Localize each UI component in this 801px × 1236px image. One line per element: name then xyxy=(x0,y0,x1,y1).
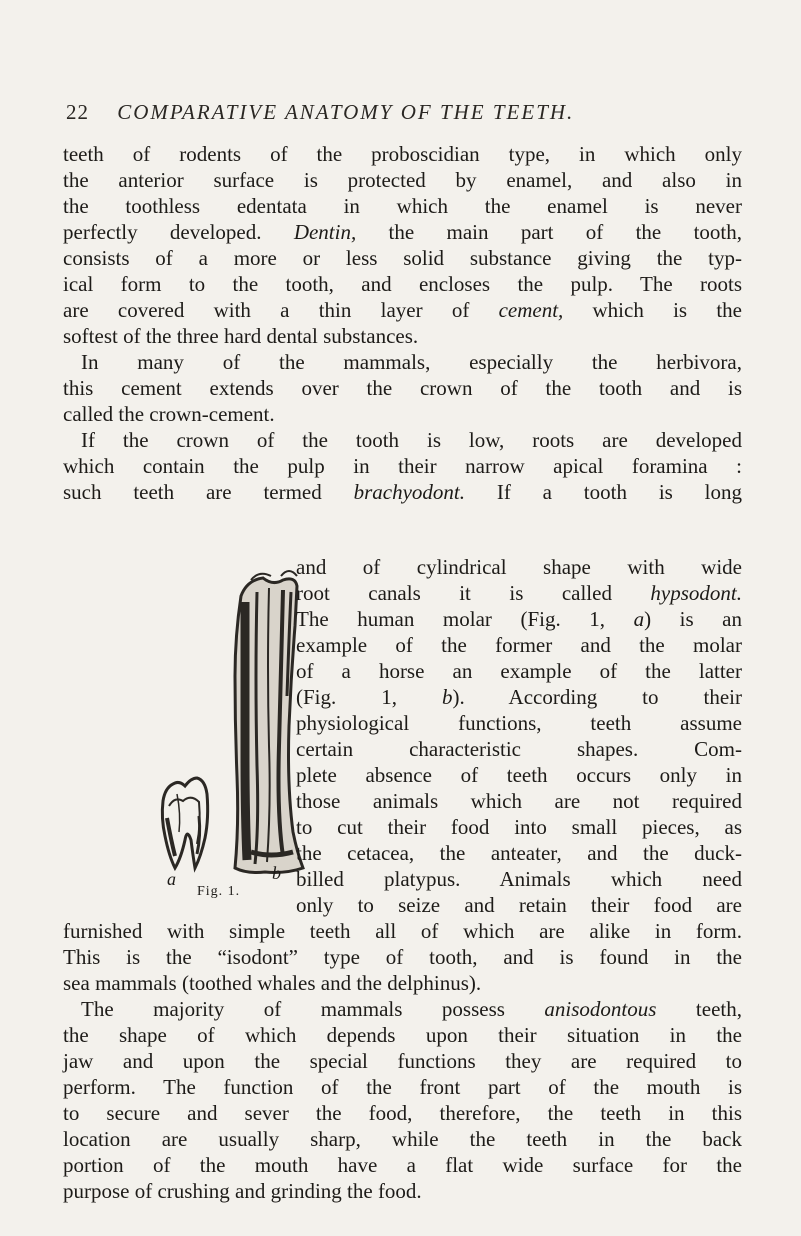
text-line: jaw and upon the special functions they are required to xyxy=(63,1049,742,1073)
text-line xyxy=(63,219,742,245)
page-number: 22 xyxy=(66,100,89,124)
text-line: portion of the mouth have a flat wide surface for the xyxy=(63,1153,742,1177)
text-span: ) is an xyxy=(644,607,742,631)
text-span: root canals it is called xyxy=(296,581,651,605)
term-cement: cement, xyxy=(498,298,564,322)
text-line: the anterior surface is protected by enamel, and also in xyxy=(63,168,742,192)
text-line: ical form to the tooth, and encloses the pulp. The roots xyxy=(63,272,742,296)
text-line: furnished with simple teeth all of which are alike in form. xyxy=(63,919,742,943)
ref-b: b xyxy=(441,685,453,709)
running-title: COMPARATIVE ANATOMY OF THE TEETH. xyxy=(117,100,575,124)
text-line xyxy=(296,606,742,632)
figure-caption: Fig. 1. xyxy=(197,884,241,899)
text-line: teeth of rodents of the proboscidian type, in which only xyxy=(63,142,742,166)
text-line: consists of a more or less solid substance giving the typ- xyxy=(63,246,742,270)
term-brachyodont: brachyodont. xyxy=(353,480,465,504)
tooth-drawings xyxy=(162,571,303,873)
text-span: The human molar (Fig. 1, xyxy=(296,607,634,631)
text-line: to secure and sever the food, therefore, the teeth in this xyxy=(63,1101,742,1125)
text-line: the toothless edentata in which the enamel is never xyxy=(63,194,742,218)
term-anisodontous: anisodontous xyxy=(544,997,657,1021)
text-line: those animals which are not required xyxy=(296,789,742,813)
text-line: purpose of crushing and grinding the food. xyxy=(63,1179,422,1203)
top-paragraph xyxy=(63,141,742,505)
text-line xyxy=(63,479,742,505)
text-span: teeth, xyxy=(656,997,742,1021)
text-line: This is the “isodont” type of tooth, and is found in the xyxy=(63,945,742,969)
text-line xyxy=(296,580,742,606)
text-line: called the crown-cement. xyxy=(63,402,275,426)
text-line: perform. The function of the front part of the mouth is xyxy=(63,1075,742,1099)
text-line: the cetacea, the anteater, and the duck- xyxy=(296,841,742,865)
text-span: The majority of mammals possess xyxy=(81,997,545,1021)
human-molar-drawing xyxy=(162,778,207,868)
horse-molar-drawing xyxy=(235,571,303,873)
ref-a: a xyxy=(633,607,645,631)
text-line: certain characteristic shapes. Com- xyxy=(296,737,742,761)
text-line: this cement extends over the crown of the tooth and is xyxy=(63,376,742,400)
figure-label-b: b xyxy=(272,863,281,883)
text-line: the shape of which depends upon their situation in the xyxy=(63,1023,742,1047)
text-span: are covered with a thin layer of xyxy=(63,298,499,322)
text-line: softest of the three hard dental substances. xyxy=(63,324,419,348)
wrapped-text-column xyxy=(296,554,742,918)
text-line: which contain the pulp in their narrow apical foramina : xyxy=(63,454,742,478)
text-span: If a tooth is long xyxy=(465,480,742,504)
figure-label-a: a xyxy=(167,869,176,889)
running-header xyxy=(66,100,574,125)
text-line xyxy=(63,297,742,323)
text-line: If the crown of the tooth is low, roots are developed xyxy=(81,428,742,452)
text-line xyxy=(296,684,742,710)
text-span: which is the xyxy=(563,298,742,322)
text-span: ). According to their xyxy=(452,685,742,709)
term-hypsodont: hypsodont. xyxy=(650,581,742,605)
text-line: and of cylindrical shape with wide xyxy=(296,555,742,579)
text-line: physiological functions, teeth assume xyxy=(296,711,742,735)
text-line: to cut their food into small pieces, as xyxy=(296,815,742,839)
text-line: only to seize and retain their food are xyxy=(296,893,742,917)
lower-paragraphs xyxy=(63,918,742,1204)
text-line xyxy=(63,996,742,1022)
text-span: the main part of the tooth, xyxy=(356,220,742,244)
text-line: In many of the mammals, especially the herbivora, xyxy=(81,350,742,374)
text-line: location are usually sharp, while the teeth in the back xyxy=(63,1127,742,1151)
text-line: billed platypus. Animals which need xyxy=(296,867,742,891)
text-span: such teeth are termed xyxy=(63,480,354,504)
term-dentin: Dentin, xyxy=(293,220,357,244)
text-span: (Fig. 1, xyxy=(296,685,442,709)
text-span: perfectly developed. xyxy=(63,220,294,244)
text-line: plete absence of teeth occurs only in xyxy=(296,763,742,787)
text-line: sea mammals (toothed whales and the delphinus). xyxy=(63,971,482,995)
text-line: example of the former and the molar xyxy=(296,633,742,657)
text-line: of a horse an example of the latter xyxy=(296,659,742,683)
